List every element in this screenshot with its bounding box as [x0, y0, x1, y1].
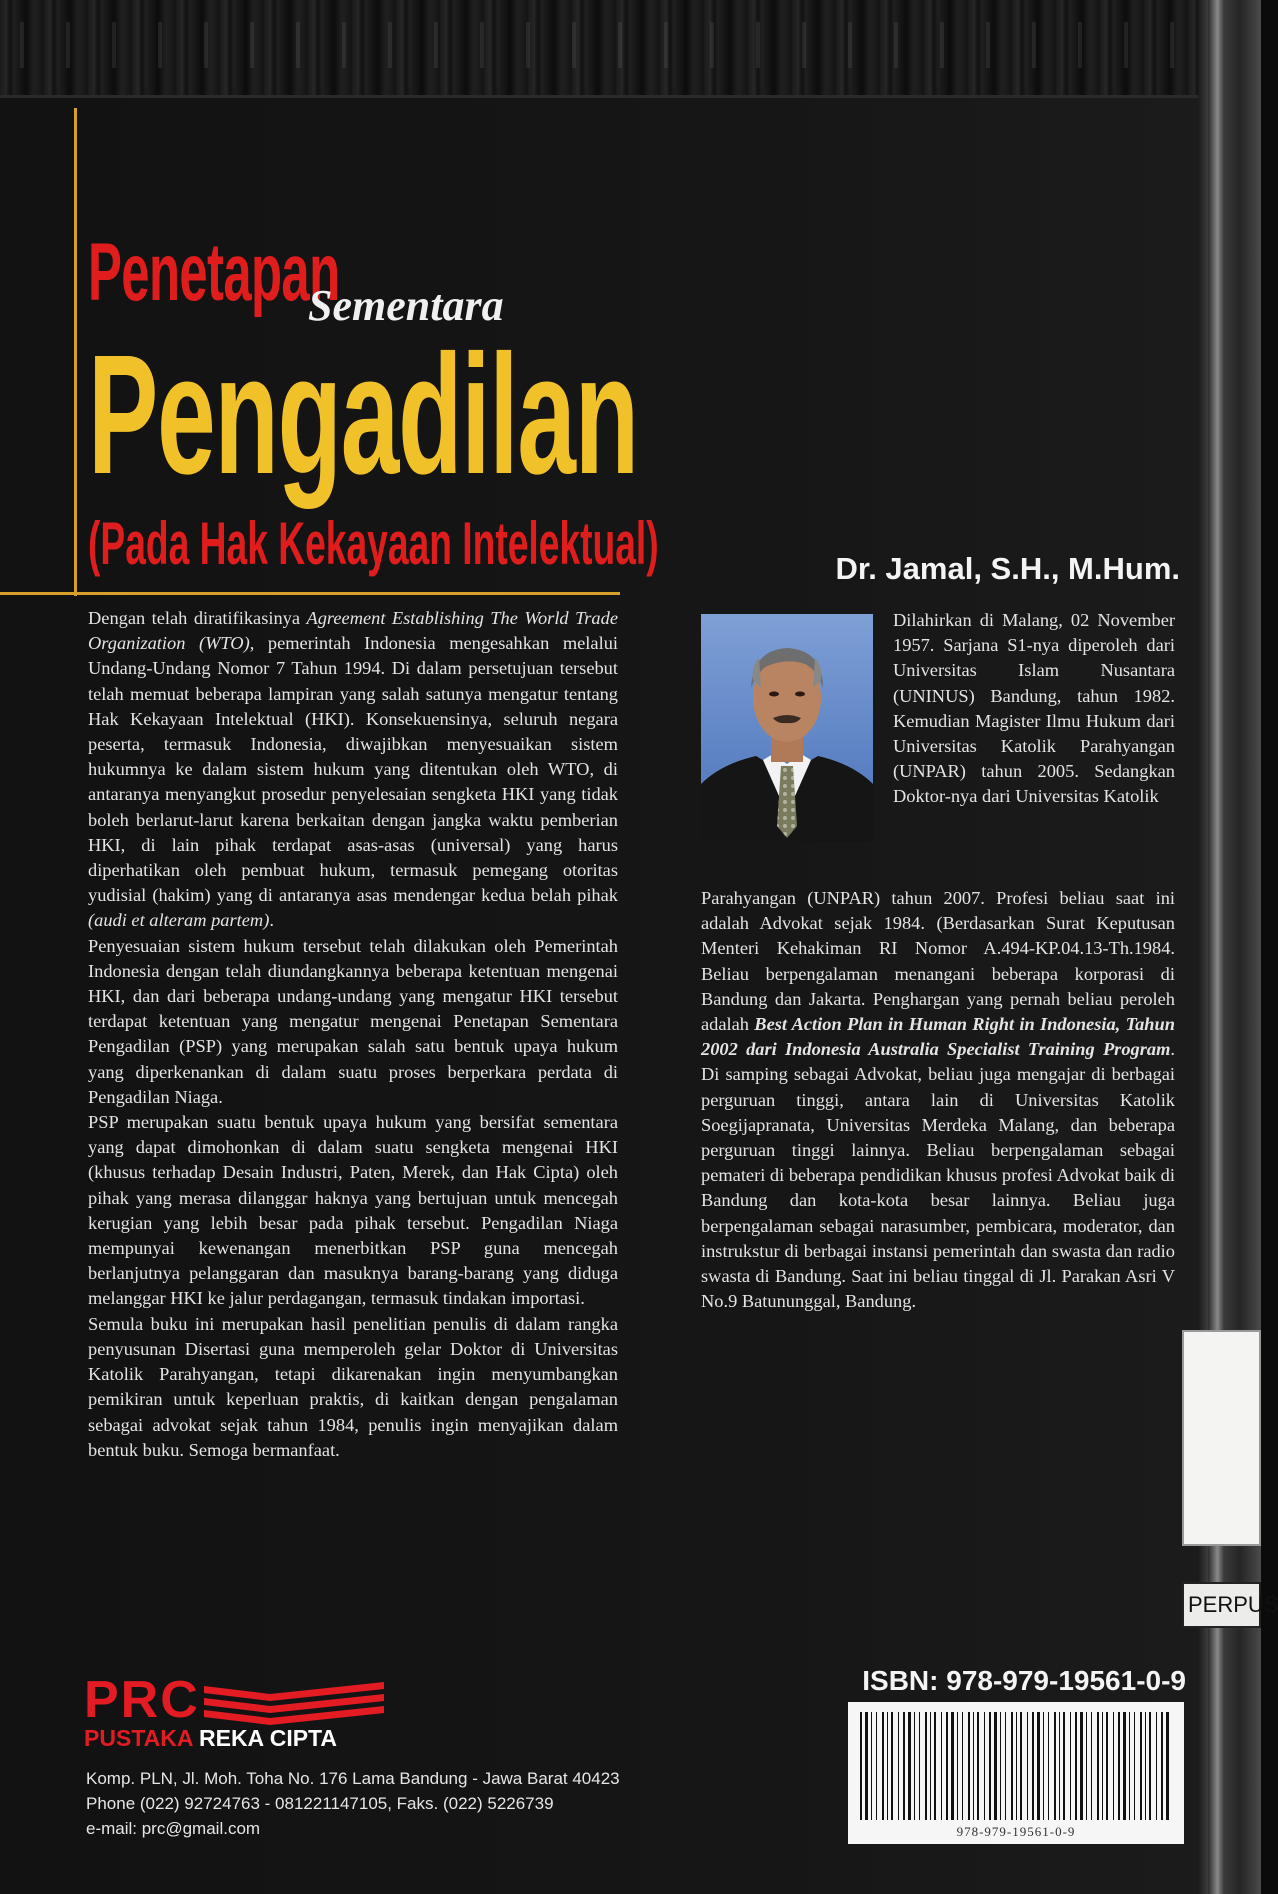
- synopsis-paragraph-1: Dengan telah diratifikasinya Agreement Establishing The World Trade Organization (WTO), pemerintah Indonesia mengesahkan melalui Undang-Undang Nomor 7 Tahun 1994. Di dalam persetujuan tersebut telah memuat beberapa lampiran yang salah satunya mengatur tentang Hak Kekayaan Intelektual (HKI). Konsekuensinya, seluruh negara peserta, termasuk Indonesia, diwajibkan menyesuaikan sistem hukumnya ke dalam sistem hukum yang ditentukan oleh WTO, di antaranya menyangkut prosedur penyelesaian sengketa HKI yang tidak boleh berlarut-larut karena berkaitan dengan jangka waktu pemberian HKI, di lain pihak terdapat asas-asas (universal) yang harus diperhatikan oleh pembuat hukum, termasuk pemegang otoritas yudisial (hakim) yang di antaranya asas mendengar kedua belah pihak (audi et alteram partem).: [88, 608, 618, 931]
- library-label: PERPUS: [1182, 1582, 1261, 1628]
- title-penetapan: Penetapan: [88, 227, 340, 318]
- publisher-name: PUSTAKA REKA CIPTA: [84, 1725, 337, 1751]
- publisher-phone: Phone (022) 92724763 - 081221147105, Faks. (022) 5226739: [86, 1794, 554, 1813]
- publisher-address: Komp. PLN, Jl. Moh. Toha No. 176 Lama Bandung - Jawa Barat 40423: [86, 1769, 620, 1788]
- publisher-abbr: PRC: [84, 1671, 200, 1729]
- synopsis-paragraph-3: PSP merupakan suatu bentuk upaya hukum yang bersifat sementara yang dapat dimohonkan di dalam suatu sengketa mengenai HKI (khusus terhadap Desain Industri, Paten, Merek, dan Hak Cipta) oleh pihak yang merasa dilanggar haknya yang bertujuan untuk mencegah kerugian yang lebih besar pada pihak tersebut. Pengadilan Niaga mempunyai kewenangan menerbitkan PSP guna mencegah berlanjutnya pelanggaran dan masuknya barang-barang yang diduga melanggar HKI ke jalur perdagangan, termasuk tindakan importasi.: [88, 1112, 618, 1309]
- isbn-label: ISBN: 978-979-19561-0-9: [862, 1665, 1186, 1696]
- synopsis-paragraph-4: Semula buku ini merupakan hasil penelitian penulis di dalam rangka penyusunan Disertasi guna memperoleh gelar Doktor di Universitas Katolik Parahyangan, tetapi dikarenakan ingin menyumbangkan pemikiran untuk keperluan praktis, di kaitkan dengan pengalaman sebagai advokat sejak tahun 1984, penulis ingin menyajikan dalam bentuk buku. Semoga bermanfaat.: [88, 1313, 618, 1460]
- author-name: Dr. Jamal, S.H., M.Hum.: [835, 551, 1180, 586]
- library-sticker: [1182, 1330, 1261, 1546]
- gold-horizontal-rule: [0, 592, 620, 595]
- author-bio-bottom: Parahyangan (UNPAR) tahun 2007. Profesi beliau saat ini adalah Advokat sejak 1984. (Berdasarkan Surat Keputusan Menteri Kehakiman RI Nomor A.494-KP.04.13-Th.1984. Beliau berpengalaman menangani beberapa korporasi di Bandung dan Jakarta. Penghargan yang pernah beliau peroleh adalah Best Action Plan in Human Right in Indonesia, Tahun 2002 dari Indonesia Australia Specialist Training Program. Di samping sebagai Advokat, beliau juga mengajar di berbagai perguruan tinggi, antara lain di Universitas Katolik Soegijapranata, Universitas Merdeka Malang, dan beberapa perguruan tinggi lainnya. Beliau berpengalaman sebagai pemateri di beberapa pendidikan khusus profesi Advokat baik di Bandung dan kota-kota besar lainnya. Beliau juga berpengalaman sebagai narasumber, pembicara, moderator, dan instrukstur di berbagai instansi pemerintah dan swasta dan radio swasta di Bandung. Saat ini beliau tinggal di Jl. Parakan Asri V No.9 Batununggal, Bandung.: [701, 888, 1175, 1312]
- isbn-barcode: [848, 1702, 1184, 1844]
- title-sementara: Sementara: [308, 281, 504, 330]
- title-subtitle: (Pada Hak Kekayaan Intelektual): [88, 510, 659, 577]
- publisher-contact: [86, 1766, 706, 1841]
- synopsis-paragraph-2: Penyesuaian sistem hukum tersebut telah dilakukan oleh Pemerintah Indonesia dengan telah diundangkannya beberapa ketentuan mengenai HKI, dan dari beberapa undang-undang yang mengatur HKI tersebut terdapat ketentuan yang mengatur mengenai Penetapan Sementara Pengadilan (PSP) yang merupakan salah satu bentuk upaya hukum yang diperkenankan di dalam suatu proses berperkara perdata di Pengadilan Niaga.: [88, 935, 618, 1107]
- barcode-number: 978-979-19561-0-9: [956, 1824, 1076, 1839]
- decorative-top-band: [0, 0, 1210, 98]
- author-bio-top: Dilahirkan di Malang, 02 November 1957. Sarjana S1-nya diperoleh dari Universitas Islam Nusantara (UNINUS) Bandung, tahun 1982. Kemudian Magister Ilmu Hukum dari Universitas Katolik Parahyangan (UNPAR) tahun 2005. Sedangkan Doktor-nya dari Universitas Katolik: [893, 610, 1175, 807]
- author-portrait-icon: [701, 614, 873, 842]
- title-pengadilan: Pengadilan: [88, 320, 638, 510]
- gold-vertical-rule: [74, 108, 77, 596]
- barcode-icon: [858, 1712, 1174, 1820]
- publisher-email: e-mail: prc@gmail.com: [86, 1819, 261, 1838]
- book-synopsis: [88, 606, 618, 1463]
- author-photo: [701, 614, 873, 842]
